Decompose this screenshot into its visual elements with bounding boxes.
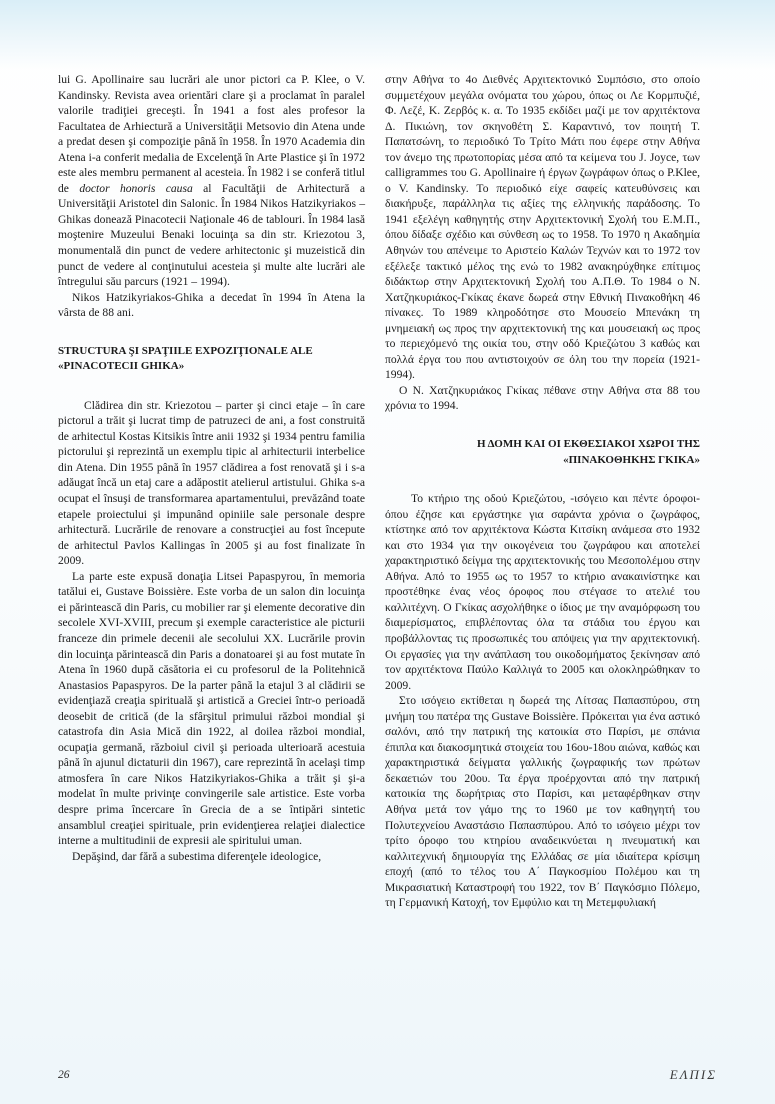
left-section-heading: [58, 344, 365, 375]
left-paragraph-2: Nikos Hatzikyriakos-Ghika a decedat în 1994 în Atena la vârsta de 88 ani.: [58, 290, 365, 320]
journal-name: ΕΛΠΙΣ: [669, 1067, 717, 1082]
right-paragraph-1: στην Αθήνα το 4ο Διεθνές Αρχιτεκτονικό Συμπόσιο, στο οποίο συμμετέχουν μεγάλα ονόματα του χώρου, όπως οι Λε Κορμπυζιέ, Φ. Λεζέ, Κ. Ζερβός κ. α. Το 1935 εκδίδει μαζί με τον αρχιτέκτονα Δ. Πικιώνη, τον σκηνοθέτη Σ. Καραντινό, τον ποιητή Τ. Παπατσώνη, το περιοδικό Το Τρίτο Μάτι που έφερε στην Αθήνα τον άνεμο της πρωτοπορίας μέσα από τα κείμενα του J. Joyce, των calligrammes του G. Apollinaire ή έργων ζωγράφων όπως ο P.Klee, ο V. Kandinsky. Το περιοδικό είχε σαφείς κατευθύνσεις και διακήρυξε, παράλληλα τις αξίες της ελληνικής παράδοσης. Το 1941 εξελέγη καθηγητής στην Αρχιτεκτονική Σχολή του Ε.Μ.Π., όπου δίδαξε σχέδιο και σύνθεση ως το 1958. Το 1970 η Ακαδημία Αθηνών του απένειμε το Αριστείο Καλών Τεχνών και το 1972 τον εξέλεξε τακτικό μέλος της ενώ το 1982 ανακηρύχθηκε επίτιμος διδάκτωρ στην Αρχιτεκτονική Σχολή του Α.Π.Θ. Το 1984 ο Ν. Χατζηκυριάκος-Γκίκας έκανε δωρεά στην Εθνική Πινακοθήκη 46 πίνακες. Το 1989 κληροδότησε στο Μουσείο Μπενάκη τη μνημειακή ως προς την αρχιτεκτονική της και μουσειακή ως προς το περιεχόμενό της οικία του, στην οδό Κριεζώτου 3 καθώς και πολλά έργα του που αντιστοιχούν σε όλη του την πορεία (1921-1994).: [385, 73, 700, 382]
header-band: [0, 0, 775, 70]
left-column-romanian: [58, 72, 365, 864]
right-heading-line-1: Η ΔΟΜΗ ΚΑΙ ΟΙ ΕΚΘΕΣΙΑΚΟΙ ΧΩΡΟΙ ΤΗΣ: [476, 438, 700, 451]
right-paragraph-2: Ο Ν. Χατζηκυριάκος Γκίκας πέθανε στην Αθήνα στα 88 του χρόνια το 1994.: [385, 383, 700, 413]
left-heading-line-2: «PINACOTECII GHIKA»: [58, 360, 185, 373]
page-number: 26: [58, 1069, 70, 1081]
right-heading-line-2: «ΠΙΝΑΚΟΘΗΚΗΣ ΓΚΙΚΑ»: [563, 453, 700, 466]
left-paragraph-4: La parte este expusă donaţia Litsei Papaspyrou, în memoria tatălui ei, Gustave Boissière. Este vorba de un salon din locuinţa ei părintească din Paris, cu mobilier rar şi elemente decorative din secolele XVI-XVIII, precum şi exemple caracteristice ale picturii franceze din primele decenii ale secolului XX. Lucrările provin din locuinţa părintească din Paris a donatoarei şi au fost mutate în Atena în 1960 după căsătoria ei cu profesorul de la Politehnică Anastasios Papaspyros. De la parter până la etajul 3 al clădirii se evidenţiază creaţia spirituală şi artistică a Greciei într-o perioadă deosebit de critică (de la sfârşitul primului război mondial şi catastrofa din Asia Mică din 1922, al doilea război mondial, ocupaţia germană, războiul civil şi perioada ulterioară acestuia până în ajunul dictaturii din 1967), care reprezintă în acelaşi timp atmosfera în care Nikos Hatzikyriakos-Ghika a trăit şi şi-a modelat în multe privinţe convingerile sale artistice. Este vorba despre prima încercare în Grecia de a se întipări sintetic ansamblul creaţiei spirituale, prin evidenţierea relaţiei dialectice interne a multitudinii de expresii ale spiritului uman.: [58, 569, 365, 848]
italic-term: doctor honoris causa: [79, 181, 193, 195]
left-paragraph-5: Depăşind, dar fără a subestima diferenţele ideologice,: [72, 849, 322, 863]
right-column-greek: [385, 72, 700, 911]
right-paragraph-3: Το κτήριο της οδού Κριεζώτου, -ισόγειο και πέντε όροφοι- όπου έζησε και εργάστηκε για σαράντα χρόνια ο ζωγράφος, κτίστηκε από τον αρχιτέκτονα Κώστα Κιτσίκη ανάμεσα στο 1932 και στο 1934 για την οικογένεια του ζωγράφου και αποτελεί χαρακτηριστικό δείγμα της αρχιτεκτονικής του Μεσοπολέμου στην Αθήνα. Από το 1955 ως το 1957 το κτήριο ανακαινίστηκε και προστέθηκε ένας νέος όροφος που στέγασε το ατελιέ του καλλιτέχνη. Ο Γκίκας ασχολήθηκε ο ίδιος με την αναμόρφωση του διαμερίσματος, επιβλέποντας όλα τα στάδια του έργου και προβάλλοντας τις προσωπικές του απόψεις για την αρχιτεκτονική. Οι εργασίες για την ανάπλαση του οικοδομήματος ξεκίνησαν από τον αρχιτέκτονα Παύλο Καλλιγά το 2005 και ολοκληρώθηκαν το 2009.: [385, 492, 700, 692]
left-paragraph-3: Clădirea din str. Kriezotou – parter şi cinci etaje – în care pictorul a trăit şi lucrat timp de patruzeci de ani, a fost construită de arhitectul Kostas Kitsikis între anii 1932 şi 1934 pentru familia pictorului şi reprezintă un exemplu tipic al arhitecturii interbelice din Atena. Din 1955 până în 1957 clădirea a fost renovată şi i s-a adăugat încă un etaj care a adăpostit atelierul artistului. Ghika s-a ocupat el însuşi de transformarea apartamentului, prevăzând toate etapele proiectului şi impunând opiniile sale personale despre arhitectură. Lucrările de renovare a construcţiei au fost începute de arhitectul Pavlos Kallingas în 2005 şi au fost finalizate în 2009.: [58, 398, 365, 568]
right-paragraph-4: Στο ισόγειο εκτίθεται η δωρεά της Λίτσας Παπασπύρου, στη μνήμη του πατέρα της Gustave Boissière. Πρόκειται για ένα αστικό σαλόνι, από την πατρική της κατοικία στο Παρίσι, με σπάνια έπιπλα και διακοσμητικά στοιχεία του 16ου-18ου αιώνα, καθώς και χαρακτηριστικά δείγματα γαλλικής ζωγραφικής των πρώτων δεκαετιών του 20ου. Τα έργα προέρχονται από την πατρική κατοικία της δωρήτριας στο Παρίσι, και μεταφέρθηκαν στην Αθήνα μετά τον γάμο της το 1960 με τον καθηγητή του Πολυτεχνείου Αναστάσιο Παπασπύρου. Από το ισόγειο μέχρι τον τρίτο όροφο του κτηρίου αναδεικνύεται η πνευματική και καλλιτεχνική δημιουργία της Ελλάδας σε μία ιδιαίτερα κρίσιμη εποχή (από το τέλος του Α΄ Παγκοσμίου Πολέμου και τη Μικρασιατική Καταστροφή του 1922, τον Β΄ Παγκόσμιο Πόλεμο, τη Γερμανική Κατοχή, τον Εμφύλιο και τη Μετεμφυλιακή: [385, 694, 700, 910]
left-heading-line-1: STRUCTURA ŞI SPAŢIILE EXPOZIŢIONALE ALE: [58, 344, 313, 357]
right-section-heading: [385, 437, 700, 468]
left-paragraph-1: lui G. Apollinaire sau lucrări ale unor pictori ca P. Klee, o V. Kandinsky. Revista avea orientări clare şi a proclamat în paralel valorile tradiţiei greceşti. În 1941 a fost ales profesor la Facultatea de Arhiectură a Universităţii Metsovio din Atena unde a predat desen şi compoziţie până în 1958. În 1970 Academia din Atena i-a conferit medalia de Excelenţă în Arte Plastice şi în 1972 este ales membru permanent al acesteia. În 1982 i se conferă titlul de doctor honoris causa al Facultăţii de Arhitectură a Universităţii Aristotel din Salonic. În 1984 Nikos Hatzikyriakos – Ghikas donează Pinacotecii Naţionale 46 de tablouri. În 1984 lasă moştenire Muzeului Benaki locuinţa sa din str. Kriezotou 3, monumentală din punct de vedere arhitectonic şi muzeistică din punct de vedere al conţinutului acesteia şi multe alte lucrări ale întregului său parcurs (1921 – 1994).: [58, 73, 366, 289]
